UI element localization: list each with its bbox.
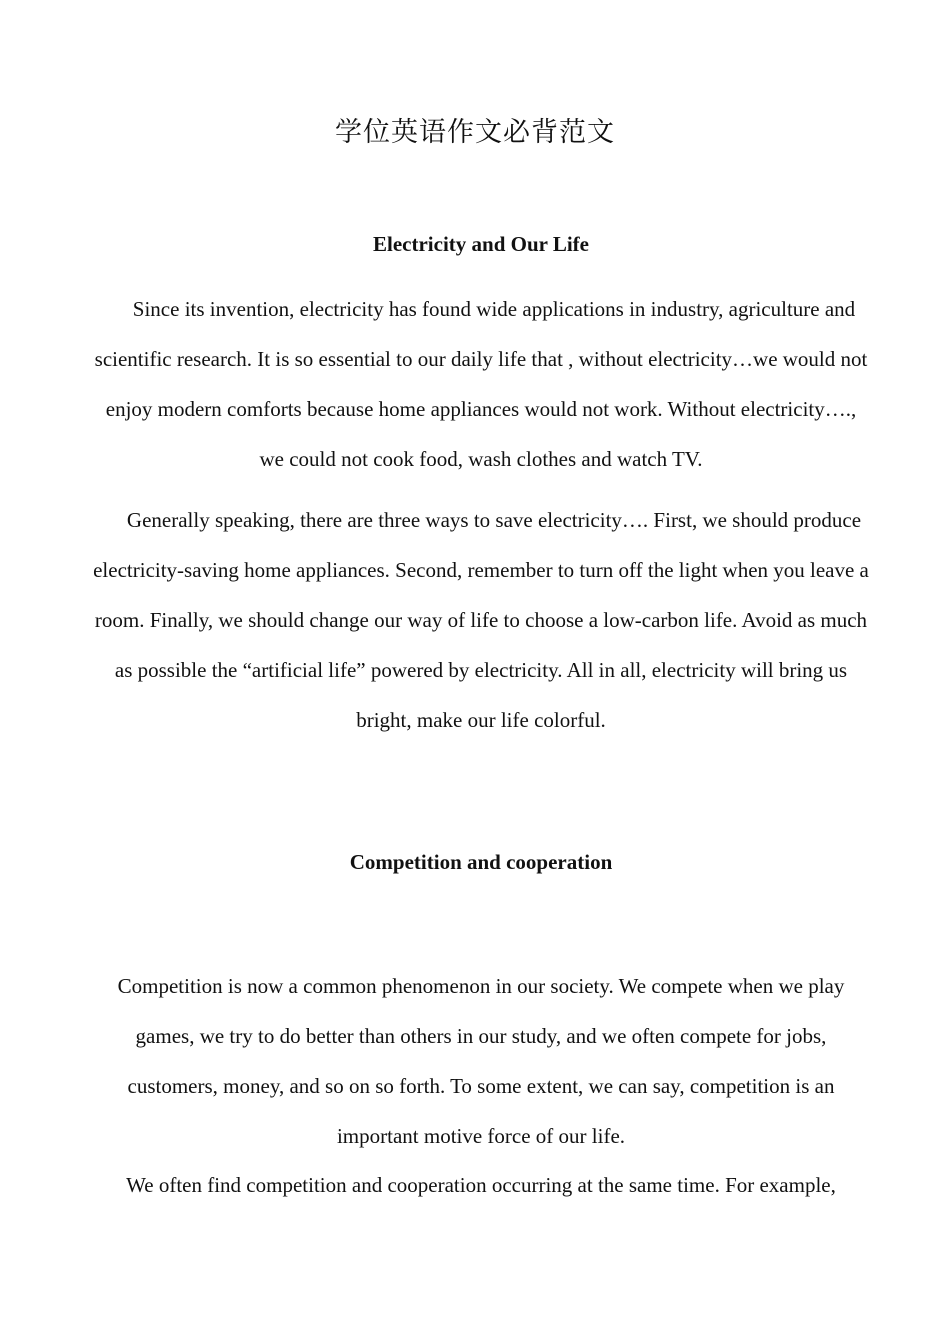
section-heading-electricity: Electricity and Our Life	[373, 232, 589, 256]
paragraph-electricity-1: Since its invention, electricity has found wide applications in industry, agriculture and scientific research. It is so essential to our daily life that , without electricity…we would not enjoy modern comforts because home appliances would not work. Without electricity…., we could not cook food, wash clothes and watch TV.	[94, 297, 868, 471]
paragraph-electricity-2: Generally speaking, there are three ways to save electricity…. First, we should produce electricity-saving home appliances. Second, remember to turn off the light when you leave a room. Finally, we should change our way of life to choose a low-carbon life. Avoid as much as possible the “artificial life” powered by electricity. All in all, electricity will bring us bright, make our life colorful.	[93, 508, 869, 732]
document-title: 学位英语作文必背范文	[335, 117, 615, 148]
paragraph-competition-1: Competition is now a common phenomenon in our society. We compete when we play games, we try to do better than others in our study, and we often compete for jobs, customers, money, and so on so forth. To some extent, we can say, competition is an important motive force of our life.	[117, 974, 845, 1148]
paragraph-competition-2: We often find competition and cooperation occurring at the same time. For example,	[126, 1173, 836, 1197]
section-heading-competition: Competition and cooperation	[349, 850, 613, 874]
